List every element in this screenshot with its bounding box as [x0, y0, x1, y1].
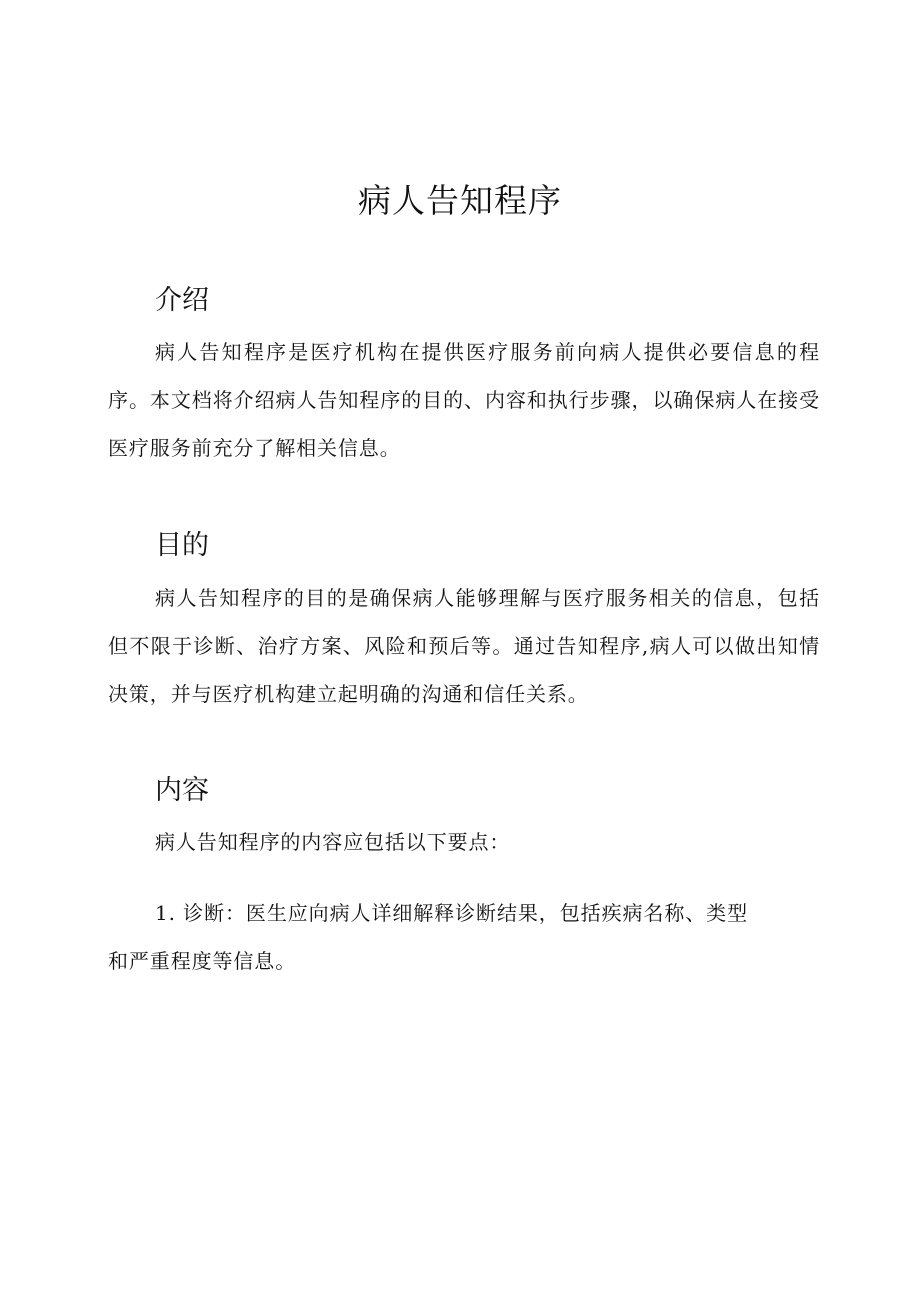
purpose-paragraph: 病人告知程序的目的是确保病人能够理解与医疗服务相关的信息，包括但不限于诊断、治疗方案、风险和预后等。通过告知程序,病人可以做出知情决策，并与医疗机构建立起明确的沟通和信任关系。	[108, 586, 820, 706]
introduction-paragraph: 病人告知程序是医疗机构在提供医疗服务前向病人提供必要信息的程序。本文档将介绍病人告知程序的目的、内容和执行步骤，以确保病人在接受医疗服务前充分了解相关信息。	[108, 340, 820, 460]
content-list-item-diagnosis: 1. 诊断：医生应向病人详细解释诊断结果，包括疾病名称、类型和严重程度等信息。	[108, 901, 748, 973]
section-heading-purpose: 目的	[155, 530, 209, 561]
section-heading-content: 内容	[155, 775, 209, 806]
content-intro-paragraph: 病人告知程序的内容应包括以下要点：	[155, 830, 511, 854]
document-title: 病人告知程序	[358, 181, 562, 220]
section-heading-introduction: 介绍	[155, 285, 209, 316]
